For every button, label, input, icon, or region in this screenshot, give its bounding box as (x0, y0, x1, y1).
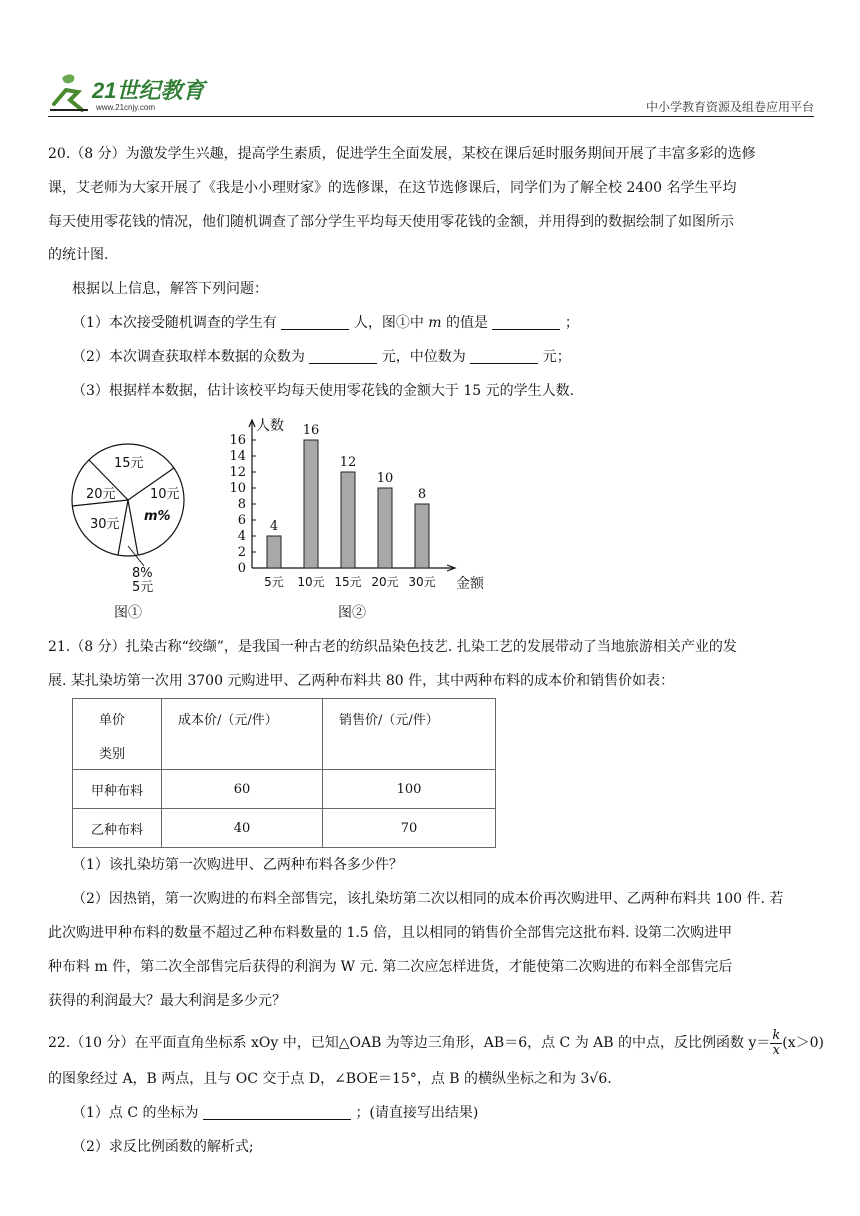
q20-sub1-text-b: 人，图①中 (353, 315, 424, 331)
pie-label-15: 15元 (114, 456, 144, 471)
bar-data-label: 10 (376, 471, 394, 486)
q20-sub1-text-d: ； (564, 315, 579, 331)
bar (415, 504, 429, 568)
table-corner-cell (73, 699, 162, 770)
y-tick-label: 12 (229, 465, 246, 480)
y-tick-label: 14 (229, 449, 246, 464)
x-tick-label: 20元 (371, 575, 399, 589)
x-tick-label: 10元 (297, 575, 325, 589)
answer-blank-students[interactable] (281, 313, 349, 330)
y-axis-label: 人数 (256, 418, 284, 434)
q22-sub2: （2）求反比例函数的解析式; (72, 1139, 254, 1155)
y-tick-label: 2 (237, 545, 246, 560)
table-row (73, 809, 496, 848)
pie-label-8pct: 8% (132, 566, 153, 581)
x-tick-label: 5元 (264, 575, 284, 589)
q22-line-2: 的图象经过 A，B 两点，且与 OC 交于点 D，∠BOE＝15°，点 B 的横纵坐标之和为 3√6. (48, 1071, 612, 1087)
q22-sub1-text-a: （1）点 C 的坐标为 (72, 1105, 199, 1121)
fig1-caption: 图① (114, 605, 142, 621)
bar-chart (218, 414, 498, 594)
corner-bottom-label: 类别 (99, 747, 126, 762)
table-row (73, 770, 496, 809)
y-tick-label: 6 (237, 513, 246, 528)
q21-sub1: （1）该扎染坊第一次购进甲、乙两种布料各多少件？ (72, 857, 403, 873)
q20-sub2-text-c: 元； (542, 349, 571, 365)
q21-line-1: 21.（8 分）扎染古称“绞缬”，是我国一种古老的纺织品染色技艺. 扎染工艺的发展带动了当地旅游相关产业的发 (48, 639, 737, 655)
bar (341, 472, 355, 568)
pie-label-30: 30元 (90, 517, 120, 532)
q20-line-1: 20.（8 分）为激发学生兴趣，提高学生素质，促进学生全面发展，某校在课后延时服务期间开展了丰富多彩的选修 (48, 146, 756, 162)
answer-blank-median[interactable] (470, 347, 538, 364)
row-price-b: 70 (323, 809, 496, 848)
q20-sub1-text-a: （1）本次接受随机调查的学生有 (72, 315, 277, 331)
bar-data-label: 8 (417, 487, 427, 502)
q20-sub2-text-a: （2）本次调查获取样本数据的众数为 (72, 349, 305, 365)
answer-blank-m[interactable] (492, 313, 560, 330)
q21-sub2-line-3: 种布料 m 件，第二次全部售完后获得的利润为 W 元. 第二次应怎样进货，才能使第二次购进的布料全部售完后 (48, 959, 733, 975)
q20-intro: 根据以上信息，解答下列问题： (72, 281, 268, 297)
q20-sub2 (72, 342, 814, 372)
q20-sub1-text-c: 的值是 (446, 315, 489, 331)
q20-line-4: 的统计图. (48, 247, 109, 263)
q22-sub1 (72, 1098, 814, 1128)
svg-text:21世纪教育: 21世纪教育 (92, 78, 205, 103)
q21-sub2-line-4: 获得的利润最大？最大利润是多少元？ (48, 993, 286, 1009)
fig2-caption: 图② (338, 605, 366, 621)
answer-blank-mode[interactable] (309, 347, 377, 364)
q22-sub1-text-b: ；(请直接写出结果) (355, 1105, 479, 1121)
q20-sub1 (72, 308, 814, 338)
q21-sub2-line-2: 此次购进甲种布料的数量不超过乙种布料数量的 1.5 倍，且以相同的销售价全部售完这批布料. 设第二次购进甲 (48, 925, 733, 941)
pie-label-10: 10元 (150, 487, 180, 502)
row-cost-a: 60 (162, 770, 323, 809)
price-table (72, 698, 496, 848)
q21-line-2: 展. 某扎染坊第一次用 3700 元购进甲、乙两种布料共 80 件，其中两种布料的成本价和销售价如表： (48, 673, 675, 689)
bar (304, 440, 318, 568)
fraction-k-over-x (770, 1029, 782, 1058)
y-tick-label: 16 (229, 433, 246, 448)
bar (267, 536, 281, 568)
page-header (48, 64, 814, 118)
header-price: 销售价/（元/件） (323, 699, 496, 770)
y-tick-label: 0 (237, 561, 246, 576)
bar-data-label: 12 (339, 455, 357, 470)
bar-data-label: 4 (269, 519, 279, 534)
q20-sub3: （3）根据样本数据，估计该校平均每天使用零花钱的金额大于 15 元的学生人数. (72, 383, 575, 399)
row-name-a: 甲种布料 (73, 770, 162, 809)
y-tick-label: 10 (229, 481, 246, 496)
row-price-a: 100 (323, 770, 496, 809)
q20-sub2-text-b: 元，中位数为 (381, 349, 466, 365)
y-tick-label: 8 (237, 497, 246, 512)
bar (378, 488, 392, 568)
var-m: m (428, 315, 442, 331)
q21-sub2-line-1: （2）因热销，第一次购进的布料全部售完，该扎染坊第二次以相同的成本价再次购进甲、乙两种布料共 100 件. 若 (72, 891, 784, 907)
q20-line-2: 课，艾老师为大家开展了《我是小小理财家》的选修课，在这节选修课后，同学们为了解全校 2400 名学生平均 (48, 180, 737, 196)
q22-line-1a: 22.（10 分）在平面直角坐标系 xOy 中，已知△OAB 为等边三角形，AB＝6，点 C 为 AB 的中点，反比例函数 y＝ (48, 1035, 771, 1051)
corner-top-label: 单价 (99, 713, 126, 728)
q20-line-3: 每天使用零花钱的情况，他们随机调查了部分学生平均每天使用零花钱的金额，并用得到的数据绘制了如图所示 (48, 214, 734, 230)
logo-icon (48, 70, 228, 116)
pie-label-20: 20元 (86, 487, 116, 502)
pie-label-5: 5元 (132, 580, 154, 595)
x-tick-label: 30元 (408, 575, 436, 589)
x-axis-label: 金额 (456, 576, 484, 592)
row-name-b: 乙种布料 (73, 809, 162, 848)
q22-line-1 (48, 1027, 825, 1058)
svg-text:www.21cnjy.com: www.21cnjy.com (96, 103, 155, 112)
pie-label-m: m% (144, 509, 171, 524)
header-divider (48, 116, 814, 117)
frac-denominator: x (772, 1042, 780, 1058)
pie-chart (66, 440, 196, 600)
x-tick-label: 15元 (334, 575, 362, 589)
frac-numerator: k (772, 1027, 781, 1043)
answer-blank-c[interactable] (203, 1103, 351, 1120)
y-tick-label: 4 (237, 529, 246, 544)
bar-data-label: 16 (302, 423, 320, 438)
table-header-row (73, 699, 496, 770)
header-cost: 成本价/（元/件） (162, 699, 323, 770)
platform-name: 中小学教育资源及组卷应用平台 (645, 100, 814, 114)
row-cost-b: 40 (162, 809, 323, 848)
q22-line-1b: (x＞0) (782, 1035, 825, 1051)
